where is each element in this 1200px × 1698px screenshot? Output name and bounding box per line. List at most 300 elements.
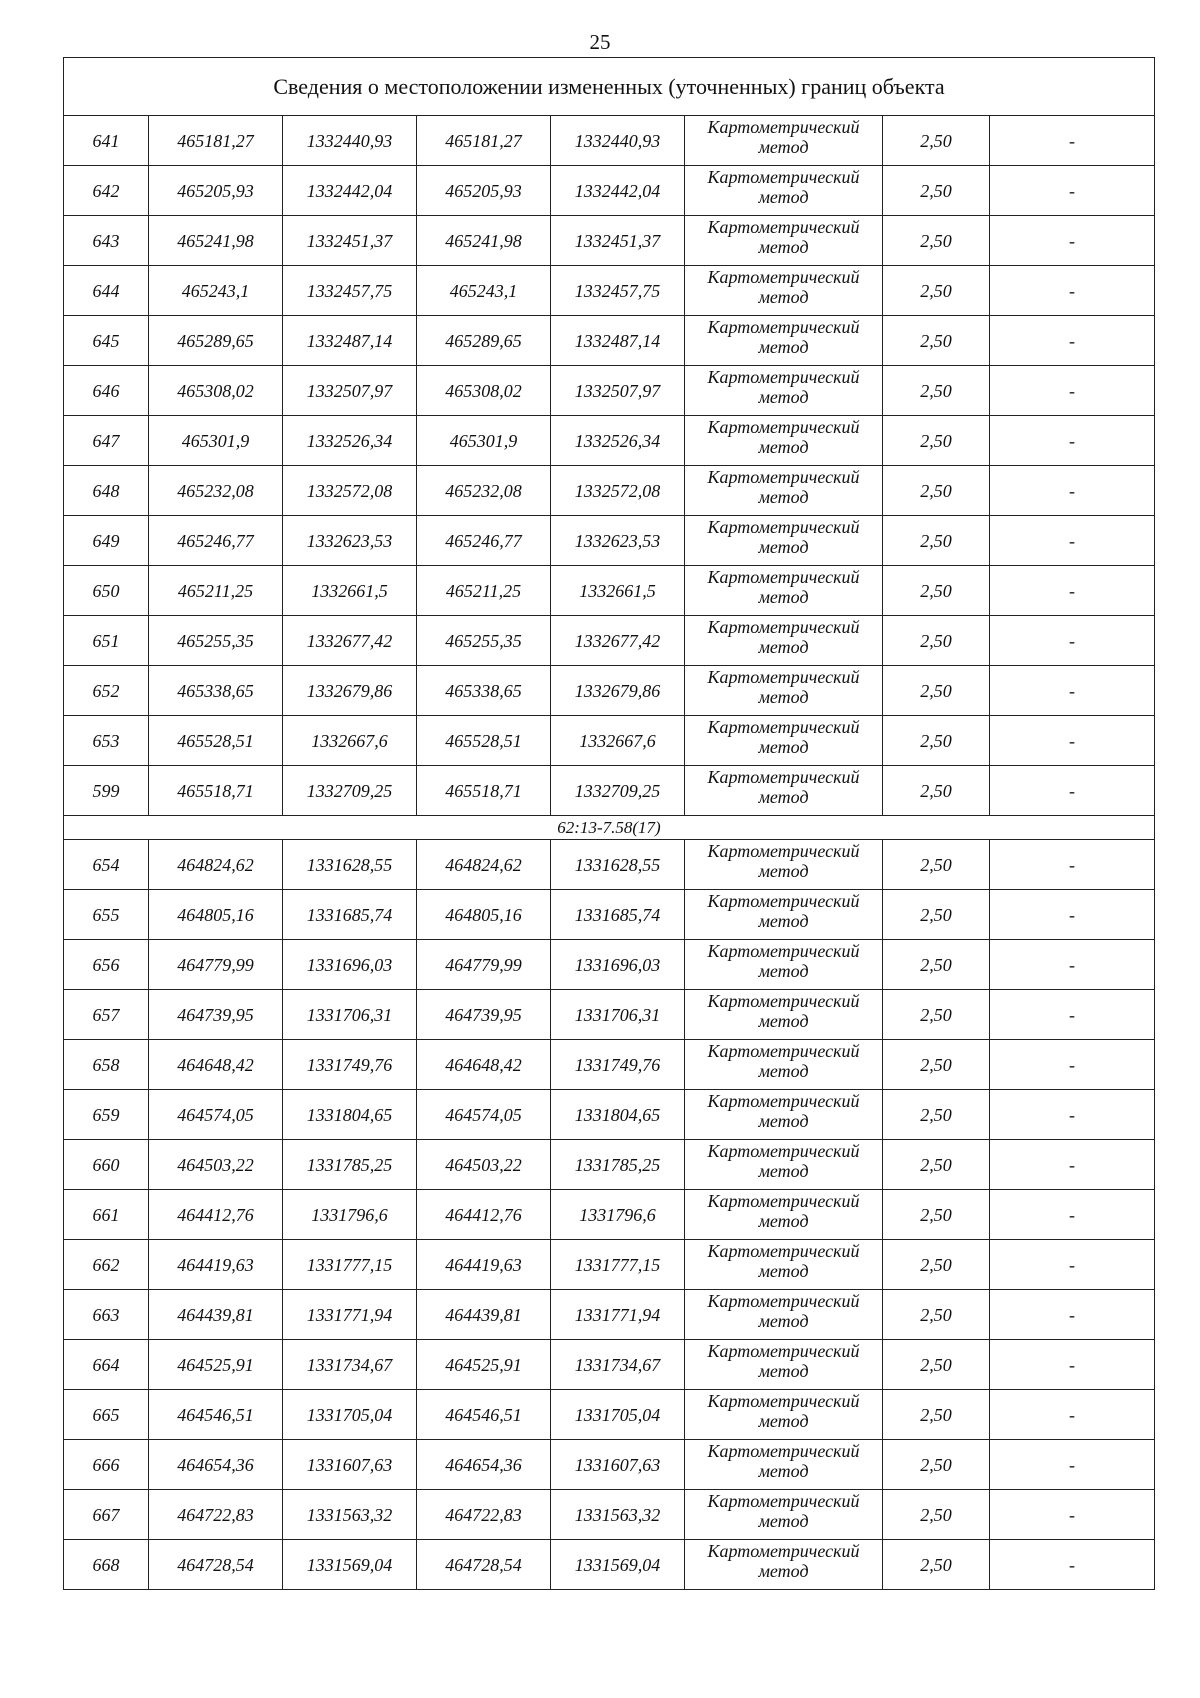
method-line-2: метод <box>758 786 809 807</box>
method-line-1: Картометрический <box>707 566 860 587</box>
refined-y-cell: 1331628,55 <box>551 840 685 890</box>
refined-x-cell: 465205,93 <box>417 166 551 216</box>
existing-y-cell: 1332442,04 <box>283 166 417 216</box>
method-cell <box>685 1290 883 1340</box>
refined-y-cell: 1331607,63 <box>551 1440 685 1490</box>
accuracy-cell: 2,50 <box>883 366 990 416</box>
table-row <box>64 366 1155 416</box>
method-line-1: Картометрический <box>707 1040 860 1061</box>
refined-x-cell: 464546,51 <box>417 1390 551 1440</box>
refined-x-cell: 465181,27 <box>417 116 551 166</box>
accuracy-cell: 2,50 <box>883 1040 990 1090</box>
refined-y-cell: 1331777,15 <box>551 1240 685 1290</box>
refined-x-cell: 464824,62 <box>417 840 551 890</box>
method-cell <box>685 840 883 890</box>
method-cell <box>685 116 883 166</box>
refined-y-cell: 1331696,03 <box>551 940 685 990</box>
table-row <box>64 1540 1155 1590</box>
point-number-cell: 599 <box>64 766 149 816</box>
table-row <box>64 1090 1155 1140</box>
method-line-1: Картометрический <box>707 1140 860 1161</box>
accuracy-cell: 2,50 <box>883 466 990 516</box>
existing-y-cell: 1331628,55 <box>283 840 417 890</box>
existing-x-cell: 464503,22 <box>149 1140 283 1190</box>
existing-x-cell: 464739,95 <box>149 990 283 1040</box>
method-line-2: метод <box>758 1010 809 1031</box>
refined-x-cell: 464419,63 <box>417 1240 551 1290</box>
refined-y-cell: 1332661,5 <box>551 566 685 616</box>
method-line-2: метод <box>758 586 809 607</box>
existing-x-cell: 464805,16 <box>149 890 283 940</box>
method-cell <box>685 890 883 940</box>
note-cell: - <box>990 716 1155 766</box>
table-row <box>64 566 1155 616</box>
refined-y-cell: 1331569,04 <box>551 1540 685 1590</box>
method-line-2: метод <box>758 386 809 407</box>
point-number-cell: 642 <box>64 166 149 216</box>
accuracy-cell: 2,50 <box>883 890 990 940</box>
method-cell <box>685 716 883 766</box>
method-line-2: метод <box>758 286 809 307</box>
point-number-cell: 661 <box>64 1190 149 1240</box>
existing-y-cell: 1331706,31 <box>283 990 417 1040</box>
existing-x-cell: 465205,93 <box>149 166 283 216</box>
refined-y-cell: 1331796,6 <box>551 1190 685 1240</box>
method-line-1: Картометрический <box>707 516 860 537</box>
point-number-cell: 667 <box>64 1490 149 1540</box>
method-cell <box>685 1390 883 1440</box>
table-body <box>64 58 1155 1590</box>
refined-x-cell: 465289,65 <box>417 316 551 366</box>
method-cell <box>685 1190 883 1240</box>
refined-y-cell: 1332451,37 <box>551 216 685 266</box>
refined-y-cell: 1332507,97 <box>551 366 685 416</box>
accuracy-cell: 2,50 <box>883 766 990 816</box>
refined-x-cell: 464722,83 <box>417 1490 551 1540</box>
method-cell <box>685 316 883 366</box>
existing-y-cell: 1332661,5 <box>283 566 417 616</box>
method-line-1: Картометрический <box>707 1540 860 1561</box>
existing-y-cell: 1331563,32 <box>283 1490 417 1540</box>
point-number-cell: 652 <box>64 666 149 716</box>
method-line-1: Картометрический <box>707 466 860 487</box>
refined-x-cell: 464779,99 <box>417 940 551 990</box>
existing-x-cell: 464412,76 <box>149 1190 283 1240</box>
refined-y-cell: 1331685,74 <box>551 890 685 940</box>
accuracy-cell: 2,50 <box>883 666 990 716</box>
existing-y-cell: 1331777,15 <box>283 1240 417 1290</box>
point-number-cell: 662 <box>64 1240 149 1290</box>
existing-y-cell: 1331785,25 <box>283 1140 417 1190</box>
note-cell: - <box>990 1440 1155 1490</box>
method-line-2: метод <box>758 1560 809 1581</box>
table-row <box>64 516 1155 566</box>
existing-y-cell: 1332667,6 <box>283 716 417 766</box>
refined-x-cell: 465518,71 <box>417 766 551 816</box>
method-line-2: метод <box>758 1460 809 1481</box>
existing-x-cell: 465241,98 <box>149 216 283 266</box>
method-cell <box>685 516 883 566</box>
note-cell: - <box>990 1490 1155 1540</box>
method-line-1: Картометрический <box>707 940 860 961</box>
accuracy-cell: 2,50 <box>883 316 990 366</box>
accuracy-cell: 2,50 <box>883 1290 990 1340</box>
accuracy-cell: 2,50 <box>883 266 990 316</box>
accuracy-cell: 2,50 <box>883 1490 990 1540</box>
accuracy-cell: 2,50 <box>883 616 990 666</box>
point-number-cell: 654 <box>64 840 149 890</box>
point-number-cell: 647 <box>64 416 149 466</box>
existing-y-cell: 1331771,94 <box>283 1290 417 1340</box>
table-row <box>64 1140 1155 1190</box>
refined-y-cell: 1332457,75 <box>551 266 685 316</box>
table-title-row <box>64 58 1155 116</box>
refined-x-cell: 465528,51 <box>417 716 551 766</box>
existing-x-cell: 465308,02 <box>149 366 283 416</box>
refined-y-cell: 1332487,14 <box>551 316 685 366</box>
note-cell: - <box>990 766 1155 816</box>
point-number-cell: 653 <box>64 716 149 766</box>
refined-x-cell: 465243,1 <box>417 266 551 316</box>
method-line-1: Картометрический <box>707 1390 860 1411</box>
method-line-1: Картометрический <box>707 316 860 337</box>
accuracy-cell: 2,50 <box>883 1240 990 1290</box>
table-row <box>64 1490 1155 1540</box>
existing-y-cell: 1331696,03 <box>283 940 417 990</box>
method-cell <box>685 940 883 990</box>
note-cell: - <box>990 1540 1155 1590</box>
method-line-2: метод <box>758 1360 809 1381</box>
method-cell <box>685 1040 883 1090</box>
table-row <box>64 1040 1155 1090</box>
existing-x-cell: 464439,81 <box>149 1290 283 1340</box>
method-cell <box>685 990 883 1040</box>
method-cell <box>685 1140 883 1190</box>
refined-y-cell: 1331804,65 <box>551 1090 685 1140</box>
refined-x-cell: 465338,65 <box>417 666 551 716</box>
existing-x-cell: 464419,63 <box>149 1240 283 1290</box>
table-row <box>64 1440 1155 1490</box>
existing-x-cell: 465518,71 <box>149 766 283 816</box>
table-row <box>64 666 1155 716</box>
refined-x-cell: 465211,25 <box>417 566 551 616</box>
method-line-1: Картометрический <box>707 416 860 437</box>
table-row <box>64 1290 1155 1340</box>
accuracy-cell: 2,50 <box>883 1190 990 1240</box>
refined-x-cell: 465301,9 <box>417 416 551 466</box>
method-line-1: Картометрический <box>707 366 860 387</box>
note-cell: - <box>990 1240 1155 1290</box>
method-cell <box>685 766 883 816</box>
point-number-cell: 663 <box>64 1290 149 1340</box>
existing-y-cell: 1332526,34 <box>283 416 417 466</box>
refined-x-cell: 464525,91 <box>417 1340 551 1390</box>
existing-x-cell: 464574,05 <box>149 1090 283 1140</box>
accuracy-cell: 2,50 <box>883 1140 990 1190</box>
accuracy-cell: 2,50 <box>883 1390 990 1440</box>
accuracy-cell: 2,50 <box>883 166 990 216</box>
point-number-cell: 649 <box>64 516 149 566</box>
table-row <box>64 216 1155 266</box>
method-line-1: Картометрический <box>707 890 860 911</box>
refined-y-cell: 1332679,86 <box>551 666 685 716</box>
section-header-row <box>64 816 1155 840</box>
refined-y-cell: 1332526,34 <box>551 416 685 466</box>
point-number-cell: 657 <box>64 990 149 1040</box>
table-row <box>64 716 1155 766</box>
method-line-1: Картометрический <box>707 1090 860 1111</box>
method-line-2: метод <box>758 1260 809 1281</box>
refined-y-cell: 1331706,31 <box>551 990 685 1040</box>
existing-y-cell: 1332451,37 <box>283 216 417 266</box>
method-line-1: Картометрический <box>707 1290 860 1311</box>
method-line-1: Картометрический <box>707 666 860 687</box>
method-cell <box>685 566 883 616</box>
accuracy-cell: 2,50 <box>883 716 990 766</box>
table-row <box>64 1390 1155 1440</box>
existing-y-cell: 1332572,08 <box>283 466 417 516</box>
note-cell: - <box>990 516 1155 566</box>
refined-y-cell: 1331563,32 <box>551 1490 685 1540</box>
existing-x-cell: 465301,9 <box>149 416 283 466</box>
table-title: Сведения о местоположении измененных (уточненных) границ объекта <box>64 58 1155 116</box>
table-row <box>64 1340 1155 1390</box>
refined-x-cell: 465232,08 <box>417 466 551 516</box>
method-line-1: Картометрический <box>707 266 860 287</box>
refined-y-cell: 1331785,25 <box>551 1140 685 1190</box>
refined-y-cell: 1332623,53 <box>551 516 685 566</box>
existing-x-cell: 465181,27 <box>149 116 283 166</box>
method-cell <box>685 666 883 716</box>
refined-x-cell: 464412,76 <box>417 1190 551 1240</box>
point-number-cell: 644 <box>64 266 149 316</box>
method-cell <box>685 266 883 316</box>
existing-y-cell: 1331569,04 <box>283 1540 417 1590</box>
method-cell <box>685 1090 883 1140</box>
existing-y-cell: 1331796,6 <box>283 1190 417 1240</box>
note-cell: - <box>990 416 1155 466</box>
method-line-1: Картометрический <box>707 616 860 637</box>
table-row <box>64 616 1155 666</box>
existing-y-cell: 1332677,42 <box>283 616 417 666</box>
point-number-cell: 645 <box>64 316 149 366</box>
point-number-cell: 668 <box>64 1540 149 1590</box>
method-line-2: метод <box>758 1060 809 1081</box>
existing-x-cell: 465243,1 <box>149 266 283 316</box>
existing-x-cell: 465528,51 <box>149 716 283 766</box>
refined-x-cell: 464728,54 <box>417 1540 551 1590</box>
point-number-cell: 666 <box>64 1440 149 1490</box>
existing-x-cell: 464648,42 <box>149 1040 283 1090</box>
method-line-2: метод <box>758 960 809 981</box>
refined-x-cell: 464503,22 <box>417 1140 551 1190</box>
accuracy-cell: 2,50 <box>883 1340 990 1390</box>
method-line-1: Картометрический <box>707 1340 860 1361</box>
refined-x-cell: 464648,42 <box>417 1040 551 1090</box>
existing-y-cell: 1332507,97 <box>283 366 417 416</box>
note-cell: - <box>990 566 1155 616</box>
refined-x-cell: 464574,05 <box>417 1090 551 1140</box>
method-cell <box>685 1540 883 1590</box>
method-line-2: метод <box>758 436 809 457</box>
existing-x-cell: 464722,83 <box>149 1490 283 1540</box>
method-line-1: Картометрический <box>707 840 860 861</box>
method-line-1: Картометрический <box>707 1240 860 1261</box>
refined-y-cell: 1331771,94 <box>551 1290 685 1340</box>
page-number: 25 <box>589 30 611 54</box>
note-cell: - <box>990 616 1155 666</box>
note-cell: - <box>990 366 1155 416</box>
refined-x-cell: 465241,98 <box>417 216 551 266</box>
refined-y-cell: 1331749,76 <box>551 1040 685 1090</box>
refined-x-cell: 465255,35 <box>417 616 551 666</box>
method-cell <box>685 616 883 666</box>
existing-y-cell: 1332440,93 <box>283 116 417 166</box>
method-line-2: метод <box>758 236 809 257</box>
point-number-cell: 660 <box>64 1140 149 1190</box>
method-cell <box>685 1490 883 1540</box>
existing-x-cell: 465338,65 <box>149 666 283 716</box>
accuracy-cell: 2,50 <box>883 216 990 266</box>
method-cell <box>685 216 883 266</box>
method-line-2: метод <box>758 186 809 207</box>
existing-y-cell: 1332487,14 <box>283 316 417 366</box>
existing-y-cell: 1331685,74 <box>283 890 417 940</box>
accuracy-cell: 2,50 <box>883 416 990 466</box>
method-line-2: метод <box>758 860 809 881</box>
method-line-2: метод <box>758 536 809 557</box>
method-line-1: Картометрический <box>707 1190 860 1211</box>
method-cell <box>685 416 883 466</box>
method-line-1: Картометрический <box>707 166 860 187</box>
existing-x-cell: 464546,51 <box>149 1390 283 1440</box>
method-line-2: метод <box>758 636 809 657</box>
method-line-2: метод <box>758 1310 809 1331</box>
accuracy-cell: 2,50 <box>883 840 990 890</box>
method-line-2: метод <box>758 1160 809 1181</box>
existing-x-cell: 465246,77 <box>149 516 283 566</box>
point-number-cell: 648 <box>64 466 149 516</box>
refined-x-cell: 464439,81 <box>417 1290 551 1340</box>
method-line-1: Картометрический <box>707 1490 860 1511</box>
note-cell: - <box>990 1190 1155 1240</box>
refined-x-cell: 465308,02 <box>417 366 551 416</box>
method-cell <box>685 1340 883 1390</box>
method-line-2: метод <box>758 136 809 157</box>
method-line-2: метод <box>758 686 809 707</box>
table-row <box>64 890 1155 940</box>
accuracy-cell: 2,50 <box>883 1440 990 1490</box>
note-cell: - <box>990 266 1155 316</box>
method-line-1: Картометрический <box>707 116 860 137</box>
point-number-cell: 646 <box>64 366 149 416</box>
point-number-cell: 665 <box>64 1390 149 1440</box>
table-row <box>64 316 1155 366</box>
point-number-cell: 650 <box>64 566 149 616</box>
accuracy-cell: 2,50 <box>883 116 990 166</box>
table-row <box>64 840 1155 890</box>
accuracy-cell: 2,50 <box>883 1090 990 1140</box>
note-cell: - <box>990 216 1155 266</box>
method-cell <box>685 1440 883 1490</box>
accuracy-cell: 2,50 <box>883 990 990 1040</box>
method-line-2: метод <box>758 1110 809 1131</box>
point-number-cell: 643 <box>64 216 149 266</box>
method-line-1: Картометрический <box>707 216 860 237</box>
refined-y-cell: 1332667,6 <box>551 716 685 766</box>
refined-x-cell: 464805,16 <box>417 890 551 940</box>
existing-x-cell: 464654,36 <box>149 1440 283 1490</box>
note-cell: - <box>990 990 1155 1040</box>
coordinates-table <box>63 57 1155 1590</box>
existing-x-cell: 465255,35 <box>149 616 283 666</box>
method-line-1: Картометрический <box>707 990 860 1011</box>
accuracy-cell: 2,50 <box>883 516 990 566</box>
note-cell: - <box>990 1390 1155 1440</box>
existing-x-cell: 464824,62 <box>149 840 283 890</box>
existing-x-cell: 465211,25 <box>149 566 283 616</box>
accuracy-cell: 2,50 <box>883 940 990 990</box>
existing-y-cell: 1331705,04 <box>283 1390 417 1440</box>
table-row <box>64 940 1155 990</box>
note-cell: - <box>990 1040 1155 1090</box>
table-row <box>64 990 1155 1040</box>
method-cell <box>685 166 883 216</box>
existing-y-cell: 1332709,25 <box>283 766 417 816</box>
method-line-2: метод <box>758 910 809 931</box>
table-row <box>64 766 1155 816</box>
method-line-2: метод <box>758 736 809 757</box>
table-row <box>64 416 1155 466</box>
table-row <box>64 466 1155 516</box>
note-cell: - <box>990 1290 1155 1340</box>
refined-y-cell: 1332677,42 <box>551 616 685 666</box>
accuracy-cell: 2,50 <box>883 566 990 616</box>
existing-x-cell: 465232,08 <box>149 466 283 516</box>
note-cell: - <box>990 166 1155 216</box>
point-number-cell: 641 <box>64 116 149 166</box>
existing-y-cell: 1331734,67 <box>283 1340 417 1390</box>
table-row <box>64 166 1155 216</box>
existing-x-cell: 464525,91 <box>149 1340 283 1390</box>
accuracy-cell: 2,50 <box>883 1540 990 1590</box>
note-cell: - <box>990 1340 1155 1390</box>
table-row <box>64 1190 1155 1240</box>
method-line-2: метод <box>758 486 809 507</box>
note-cell: - <box>990 116 1155 166</box>
table-row <box>64 266 1155 316</box>
existing-x-cell: 465289,65 <box>149 316 283 366</box>
refined-y-cell: 1332442,04 <box>551 166 685 216</box>
point-number-cell: 659 <box>64 1090 149 1140</box>
table-row <box>64 1240 1155 1290</box>
point-number-cell: 658 <box>64 1040 149 1090</box>
method-line-1: Картометрический <box>707 1440 860 1461</box>
existing-x-cell: 464779,99 <box>149 940 283 990</box>
note-cell: - <box>990 1140 1155 1190</box>
existing-y-cell: 1331804,65 <box>283 1090 417 1140</box>
note-cell: - <box>990 666 1155 716</box>
method-line-1: Картометрический <box>707 716 860 737</box>
method-cell <box>685 366 883 416</box>
point-number-cell: 656 <box>64 940 149 990</box>
note-cell: - <box>990 940 1155 990</box>
note-cell: - <box>990 890 1155 940</box>
refined-x-cell: 464654,36 <box>417 1440 551 1490</box>
method-cell <box>685 1240 883 1290</box>
method-line-2: метод <box>758 1510 809 1531</box>
note-cell: - <box>990 1090 1155 1140</box>
